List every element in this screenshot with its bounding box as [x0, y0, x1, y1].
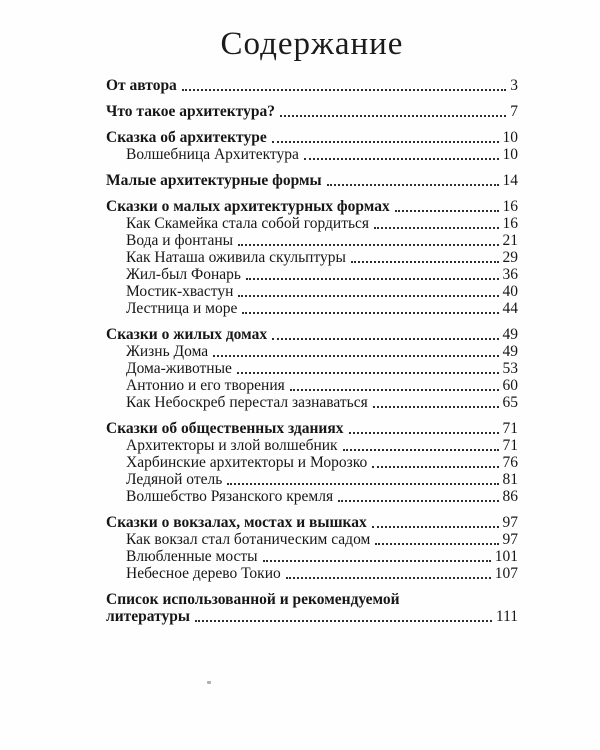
toc-entry-label: Сказки о жилых домах: [106, 326, 268, 343]
dot-leader: [213, 355, 498, 357]
toc-entry-label: Волшебница Архитектура: [126, 146, 299, 163]
toc-entry-label: Малые архитектурные формы: [106, 172, 322, 189]
toc-entry: [106, 471, 518, 488]
dot-leader: [351, 261, 499, 263]
toc-entry: [106, 266, 518, 283]
page-number: 49: [502, 343, 518, 360]
dot-leader: [195, 620, 492, 622]
toc-entry: [106, 608, 518, 625]
page-number: 111: [495, 608, 518, 625]
page-number: 97: [502, 531, 518, 548]
toc-entry: [106, 377, 518, 394]
toc-entry: [106, 531, 518, 548]
dot-leader: [280, 115, 506, 117]
toc-entry-label: Как Небоскреб перестал зазнаваться: [126, 394, 368, 411]
page-number: 81: [502, 471, 518, 488]
page-number: 29: [502, 249, 518, 266]
toc-entry: [106, 360, 518, 377]
page-number: 107: [494, 565, 518, 582]
toc-entry: [106, 172, 518, 189]
toc-entry-label: Мостик-хвастун: [126, 283, 234, 300]
page-number: 65: [502, 394, 518, 411]
page-number: 71: [502, 437, 518, 454]
dot-leader: [182, 89, 506, 91]
toc-entry-label: Ледяной отель: [126, 471, 223, 488]
page-number: 101: [494, 548, 518, 565]
toc-entry: [106, 394, 518, 411]
dot-leader: [238, 295, 498, 297]
toc-entry-label: Дома-животные: [126, 360, 232, 377]
page-number: 3: [510, 77, 518, 94]
dot-leader: [304, 158, 499, 160]
toc-entry-label: Архитекторы и злой волшебник: [126, 437, 338, 454]
toc-entry-label: От автора: [106, 77, 177, 94]
toc-entry: [106, 103, 518, 120]
toc-entry: [106, 514, 518, 531]
dot-leader: [375, 543, 498, 545]
toc-entry: [106, 326, 518, 343]
toc-entry-label: Жизнь Дома: [126, 343, 209, 360]
toc-entry: [106, 129, 518, 146]
page-number: 71: [502, 420, 518, 437]
dot-leader: [263, 560, 491, 562]
toc-list: [106, 77, 518, 625]
dot-leader: [349, 432, 499, 434]
page-number: 16: [502, 198, 518, 215]
dot-leader: [290, 389, 499, 391]
page-number: 86: [502, 488, 518, 505]
toc-entry-label: Волшебство Рязанского кремля: [126, 488, 334, 505]
page-title: Содержание: [220, 26, 404, 62]
toc-entry: [106, 454, 518, 471]
toc-entry-label: Сказки об общественных зданиях: [106, 420, 344, 437]
toc-entry: [106, 77, 518, 94]
page-number: 16: [502, 215, 518, 232]
dot-leader: [343, 449, 499, 451]
dot-leader: [238, 244, 498, 246]
toc-entry-label: Что такое архитектура?: [106, 103, 275, 120]
toc-entry: [106, 198, 518, 215]
dot-leader: [272, 141, 499, 143]
toc-entry: [106, 437, 518, 454]
page-number: 36: [502, 266, 518, 283]
toc-entry-label: Небесное дерево Токио: [126, 565, 281, 582]
toc-entry-label: Сказки о вокзалах, мостах и вышках: [106, 514, 367, 531]
dot-leader: [272, 338, 498, 340]
scan-speck: [207, 681, 211, 684]
toc-entry: [106, 548, 518, 565]
toc-entry-label: Лестница и море: [126, 300, 238, 317]
toc-entry: [106, 249, 518, 266]
dot-leader: [338, 500, 498, 502]
toc-entry-label: Влюбленные мосты: [126, 548, 258, 565]
dot-leader: [372, 526, 499, 528]
toc-entry: [106, 488, 518, 505]
dot-leader: [374, 227, 498, 229]
toc-entry-label: Сказка об архитектуре: [106, 129, 267, 146]
dot-leader: [372, 466, 498, 468]
page-number: 76: [502, 454, 518, 471]
page-number: 10: [502, 129, 518, 146]
page-number: 7: [510, 103, 518, 120]
toc-entry-label: литературы: [106, 608, 190, 625]
page-number: 14: [502, 172, 518, 189]
dot-leader: [237, 372, 499, 374]
toc-entry: [106, 283, 518, 300]
dot-leader: [373, 406, 499, 408]
toc-content: [106, 0, 518, 625]
page-number: 49: [502, 326, 518, 343]
dot-leader: [227, 483, 498, 485]
page-number: 10: [502, 146, 518, 163]
page-number: 44: [502, 300, 518, 317]
toc-entry-label: Сказки о малых архитектурных формах: [106, 198, 390, 215]
toc-entry-label: Жил-был Фонарь: [126, 266, 241, 283]
toc-entry: [106, 565, 518, 582]
toc-entry: [106, 300, 518, 317]
toc-entry-label: Как Скамейка стала собой гордиться: [126, 215, 370, 232]
dot-leader: [327, 184, 499, 186]
dot-leader: [242, 312, 498, 314]
toc-entry-label: Список использованной и рекомендуемой: [106, 591, 400, 608]
toc-entry: [106, 232, 518, 249]
toc-entry-label: Как Наташа оживила скульптуры: [126, 249, 346, 266]
page-number: 53: [502, 360, 518, 377]
toc-entry: [106, 146, 518, 163]
toc-entry: [106, 591, 518, 608]
dot-leader: [246, 278, 499, 280]
dot-leader: [395, 210, 499, 212]
toc-entry: [106, 215, 518, 232]
page-number: 60: [502, 377, 518, 394]
page-number: 40: [502, 283, 518, 300]
page-number: 21: [502, 232, 518, 249]
toc-entry: [106, 420, 518, 437]
toc-entry-label: Харбинские архитекторы и Морозко: [126, 454, 368, 471]
page-number: 97: [502, 514, 518, 531]
toc-entry-label: Вода и фонтаны: [126, 232, 234, 249]
dot-leader: [286, 577, 491, 579]
toc-entry: [106, 343, 518, 360]
toc-entry-label: Антонио и его творения: [126, 377, 285, 394]
toc-entry-label: Как вокзал стал ботаническим садом: [126, 531, 371, 548]
